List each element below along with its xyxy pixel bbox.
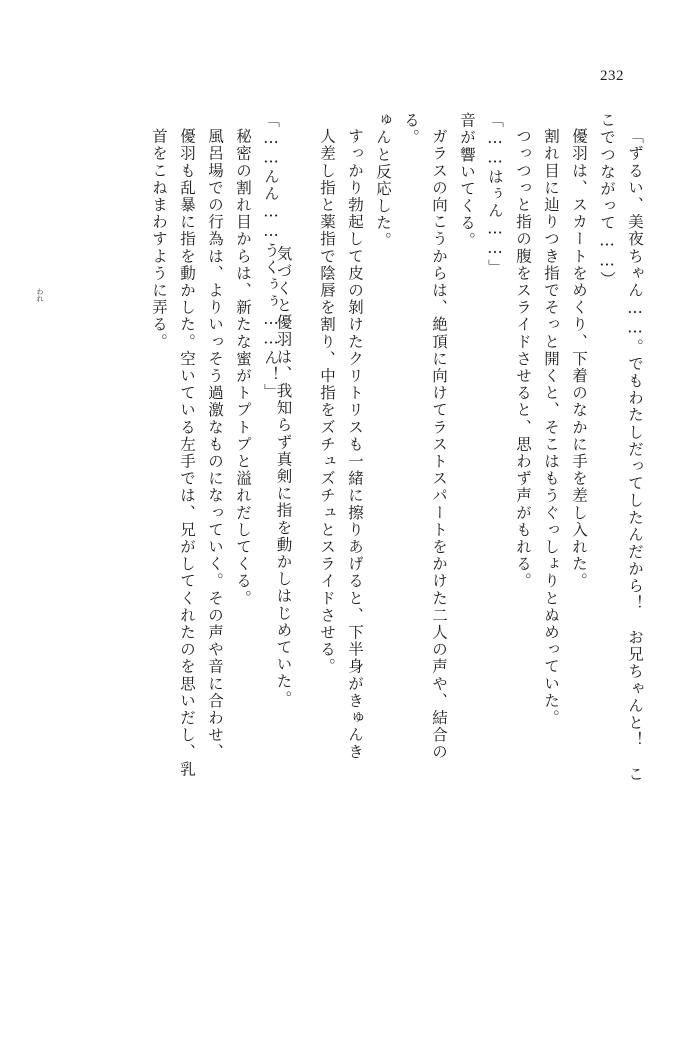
- text-column: 秘密の割れ目からは、新たな蜜がトプトプと溢れだしてくる。: [234, 128, 252, 607]
- text-column: 音が響いてくる。: [458, 112, 476, 249]
- text-column: こでつながって……）: [598, 112, 616, 288]
- text-column: 「……んん……うくぅぅ……ん！」: [262, 112, 280, 401]
- text-column: 「ずるい、美夜ちゃん……。でもわたしだってしたんだから！ お兄ちゃんと！ こ: [626, 128, 644, 783]
- text-column: 割れ目に辿りつき指でそっと開くと、そこはもうぐっしょりとぬめっていた。: [542, 128, 560, 727]
- text-column: 優羽も乱暴に指を動かした。空いている左手では、兄がしてくれたのを思いだし、乳: [178, 128, 196, 778]
- text-column: ゅんと反応した。: [374, 112, 392, 249]
- text-column: る。: [402, 112, 420, 147]
- text-column: つっつっと指の腹をスライドさせると、思わず声がもれる。: [514, 128, 532, 590]
- vertical-body-text: [36, 112, 644, 992]
- text-column: 風呂場での行為は、よりいっそう過激なものになっていく。その声や音に合わせ、: [206, 128, 224, 761]
- text-column: 優羽は、スカートをめくり、下着のなかに手を差し入れた。: [570, 128, 588, 590]
- text-column: 「……はぅん……」: [486, 112, 504, 276]
- page-number: 232: [600, 68, 624, 84]
- text-column-ruby-part: 気づくと優羽は、我知らず真剣に指を動かしはじめていた。: [274, 245, 293, 708]
- text-column: すっかり勃起して皮の剝けたクリトリスも一緒に擦りあげると、下半身がきゅんき: [346, 128, 364, 761]
- text-column: 首をこねまわすように弄る。: [150, 128, 168, 351]
- text-column: 人差し指と薬指で陰唇を割り、中指をズチュズチュとスライドさせる。: [318, 128, 336, 676]
- text-column: ガラスの向こうからは、絶頂に向けてラストスパートをかけた二人の声や、結合の: [430, 128, 448, 761]
- ruby-reading: われ: [36, 288, 44, 302]
